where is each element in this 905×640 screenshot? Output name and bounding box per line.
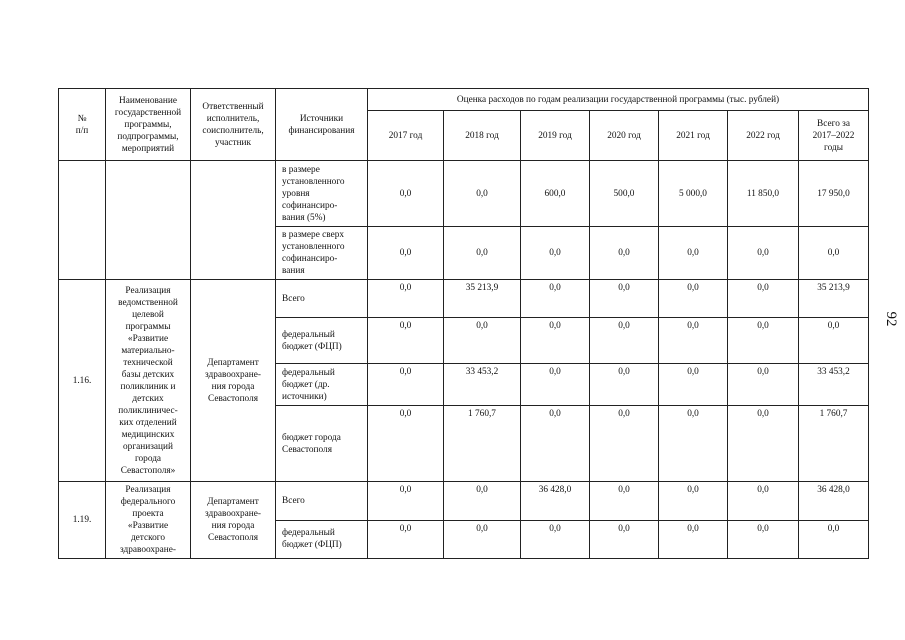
funding-source: федеральный бюджет (ФЦП) <box>276 318 368 364</box>
value-cell: 0,0 <box>444 482 521 521</box>
value-cell: 0,0 <box>368 482 444 521</box>
empty-executor-cell <box>191 161 276 280</box>
funding-source: федеральный бюджет (др. источники) <box>276 364 368 406</box>
row-number: 1.16. <box>59 280 106 482</box>
total-cell: 1 760,7 <box>799 406 869 482</box>
value-cell: 35 213,9 <box>444 280 521 318</box>
value-cell: 5 000,0 <box>659 161 728 227</box>
value-cell: 1 760,7 <box>444 406 521 482</box>
value-cell: 0,0 <box>659 406 728 482</box>
value-cell: 0,0 <box>659 280 728 318</box>
funding-source: федеральный бюджет (ФЦП) <box>276 520 368 559</box>
value-cell: 0,0 <box>728 227 799 280</box>
value-cell: 0,0 <box>590 280 659 318</box>
executor-name: Департамент здравоохране- ния города Севастополя <box>191 482 276 559</box>
table-row <box>59 482 869 521</box>
value-cell: 0,0 <box>659 364 728 406</box>
value-cell: 0,0 <box>444 161 521 227</box>
value-cell: 0,0 <box>728 406 799 482</box>
row-number: 1.19. <box>59 482 106 559</box>
value-cell: 600,0 <box>521 161 590 227</box>
header-year: 2019 год <box>521 111 590 161</box>
budget-table <box>58 88 869 559</box>
value-cell: 0,0 <box>590 482 659 521</box>
header-num: № п/п <box>59 89 106 161</box>
value-cell: 11 850,0 <box>728 161 799 227</box>
header-total: Всего за 2017–2022 годы <box>799 111 869 161</box>
header-row <box>59 89 869 111</box>
table-row <box>59 280 869 318</box>
value-cell: 0,0 <box>444 318 521 364</box>
value-cell: 0,0 <box>521 520 590 559</box>
funding-source: в размере сверх установленного софинансиро- вания <box>276 227 368 280</box>
value-cell: 0,0 <box>728 482 799 521</box>
funding-source: в размере установленного уровня софинансиро- вания (5%) <box>276 161 368 227</box>
value-cell: 0,0 <box>590 520 659 559</box>
header-year: 2021 год <box>659 111 728 161</box>
value-cell: 0,0 <box>590 406 659 482</box>
table-row <box>59 161 869 227</box>
header-name: Наименование государственной программы, подпрограммы, мероприятий <box>106 89 191 161</box>
value-cell: 0,0 <box>590 364 659 406</box>
value-cell: 0,0 <box>368 364 444 406</box>
value-cell: 0,0 <box>521 364 590 406</box>
total-cell: 17 950,0 <box>799 161 869 227</box>
total-cell: 35 213,9 <box>799 280 869 318</box>
executor-name: Департамент здравоохране- ния города Севастополя <box>191 280 276 482</box>
value-cell: 0,0 <box>521 318 590 364</box>
header-year: 2022 год <box>728 111 799 161</box>
header-year: 2017 год <box>368 111 444 161</box>
total-cell: 33 453,2 <box>799 364 869 406</box>
value-cell: 0,0 <box>590 318 659 364</box>
value-cell: 0,0 <box>728 318 799 364</box>
value-cell: 0,0 <box>368 161 444 227</box>
value-cell: 500,0 <box>590 161 659 227</box>
value-cell: 0,0 <box>659 318 728 364</box>
value-cell: 0,0 <box>659 520 728 559</box>
measure-name: Реализация федерального проекта «Развитие детского здравоохране- <box>106 482 191 559</box>
value-cell: 0,0 <box>521 406 590 482</box>
value-cell: 0,0 <box>368 520 444 559</box>
header-sources: Источники финансирования <box>276 89 368 161</box>
value-cell: 0,0 <box>368 280 444 318</box>
page-number: 92 <box>883 311 899 327</box>
value-cell: 0,0 <box>444 227 521 280</box>
value-cell: 0,0 <box>368 318 444 364</box>
funding-source: бюджет города Севастополя <box>276 406 368 482</box>
value-cell: 0,0 <box>659 482 728 521</box>
total-cell: 0,0 <box>799 227 869 280</box>
funding-source: Всего <box>276 280 368 318</box>
value-cell: 0,0 <box>728 520 799 559</box>
header-year: 2020 год <box>590 111 659 161</box>
measure-name: Реализация ведомственной целевой программы «Развитие материально- технической базы детских поликлиник и детских поликлиничес- ких отделений медицинских организаций города Севастополя» <box>106 280 191 482</box>
value-cell: 0,0 <box>368 227 444 280</box>
header-executor: Ответственный исполнитель, соисполнитель, участник <box>191 89 276 161</box>
value-cell: 0,0 <box>444 520 521 559</box>
value-cell: 36 428,0 <box>521 482 590 521</box>
value-cell: 0,0 <box>521 280 590 318</box>
value-cell: 0,0 <box>590 227 659 280</box>
funding-source: Всего <box>276 482 368 521</box>
value-cell: 33 453,2 <box>444 364 521 406</box>
header-estimate: Оценка расходов по годам реализации государственной программы (тыс. рублей) <box>368 89 869 111</box>
total-cell: 36 428,0 <box>799 482 869 521</box>
value-cell: 0,0 <box>659 227 728 280</box>
empty-name-cell <box>106 161 191 280</box>
value-cell: 0,0 <box>728 280 799 318</box>
empty-num-cell <box>59 161 106 280</box>
value-cell: 0,0 <box>728 364 799 406</box>
value-cell: 0,0 <box>368 406 444 482</box>
header-year: 2018 год <box>444 111 521 161</box>
value-cell: 0,0 <box>521 227 590 280</box>
total-cell: 0,0 <box>799 520 869 559</box>
total-cell: 0,0 <box>799 318 869 364</box>
